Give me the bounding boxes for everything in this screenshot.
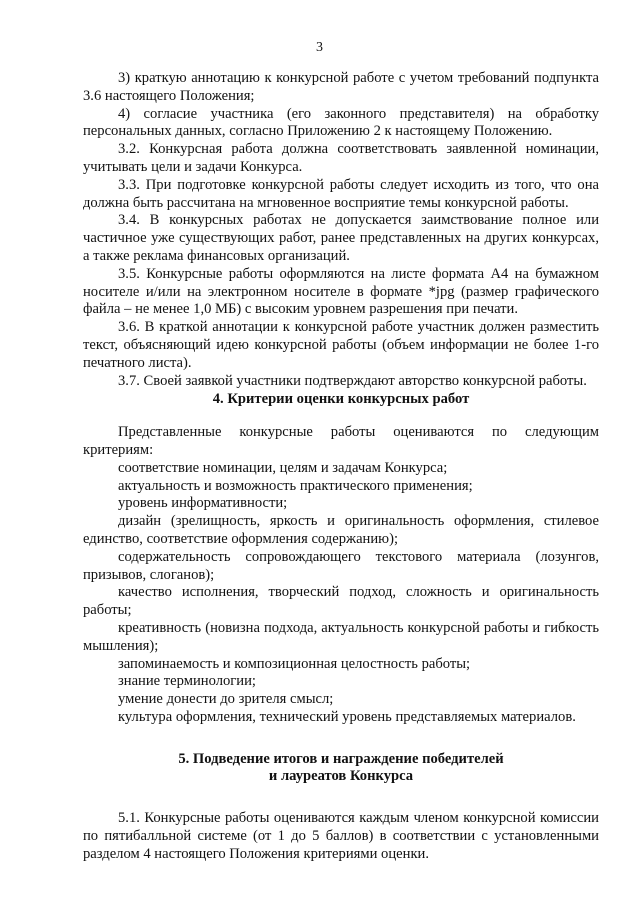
- section-5-heading-line-2: и лауреатов Конкурса: [268, 768, 414, 785]
- paragraph-3-6: 3.6. В краткой аннотации к конкурсной работе участник должен разместить текст, объясняющий идею конкурсной работы (объем информации не более 1-го печатного листа).: [83, 319, 599, 371]
- criteria-item: качество исполнения, творческий подход, сложность и оригинальность работы;: [83, 584, 599, 619]
- section-5-heading: [83, 751, 599, 787]
- criteria-item: соответствие номинации, целям и задачам Конкурса;: [118, 459, 448, 476]
- paragraph-5-1: 5.1. Конкурсные работы оцениваются каждым членом конкурсной комиссии по пятибалльной системе (от 1 до 5 баллов) в соответствии с установленными разделом 4 настоящего Положения критериями оценки.: [83, 810, 599, 862]
- criteria-item: содержательность сопровождающего текстового материала (лозунгов, призывов, слоганов);: [83, 548, 599, 583]
- criteria-item: умение донести до зрителя смысл;: [118, 691, 334, 708]
- criteria-item: креативность (новизна подхода, актуальность конкурсной работы и гибкость мышления);: [83, 619, 599, 654]
- paragraph-3-3: 3.3. При подготовке конкурсной работы следует исходить из того, что она должна быть рассчитана на мгновенное восприятие темы конкурсной работы.: [83, 176, 599, 211]
- criteria-item: знание терминологии;: [118, 673, 256, 690]
- page-number: 3: [316, 40, 323, 55]
- document-body: [83, 70, 599, 864]
- criteria-intro: Представленные конкурсные работы оцениваются по следующим критериям:: [83, 424, 599, 458]
- section-4-heading: 4. Критерии оценки конкурсных работ: [212, 391, 470, 408]
- section-5-heading-line-1: 5. Подведение итогов и награждение победителей: [178, 750, 504, 767]
- criteria-item: запоминаемость и композиционная целостность работы;: [118, 655, 471, 672]
- criteria-item: актуальность и возможность практического применения;: [118, 477, 473, 494]
- criteria-item: уровень информативности;: [118, 495, 288, 512]
- paragraph-3-1-item-3: 3) краткую аннотацию к конкурсной работе с учетом требований подпункта 3.6 настоящего Положения;: [83, 70, 599, 104]
- paragraph-3-2: 3.2. Конкурсная работа должна соответствовать заявленной номинации, учитывать цели и задачи Конкурса.: [83, 141, 599, 175]
- criteria-item: дизайн (зрелищность, яркость и оригинальность оформления, стилевое единство, соответствие оформления содержанию);: [83, 513, 599, 547]
- paragraph-3-7: 3.7. Своей заявкой участники подтверждают авторство конкурсной работы.: [118, 372, 587, 389]
- criteria-item: культура оформления, технический уровень представляемых материалов.: [118, 708, 576, 725]
- paragraph-3-5: 3.5. Конкурсные работы оформляются на листе формата А4 на бумажном носителе и/или на электронном носителе в формате *jpg (размер графического файла – не менее 1,0 МБ) с высоким уровнем разрешения при печати.: [83, 265, 599, 318]
- paragraph-3-4: 3.4. В конкурсных работах не допускается заимствование полное или частичное уже существующих работ, ранее представленных на других конкурсах, а также реклама финансовых организаций.: [83, 212, 599, 264]
- paragraph-3-1-item-4: 4) согласие участника (его законного представителя) на обработку персональных данных, согласно Приложению 2 к настоящему Положению.: [83, 105, 599, 140]
